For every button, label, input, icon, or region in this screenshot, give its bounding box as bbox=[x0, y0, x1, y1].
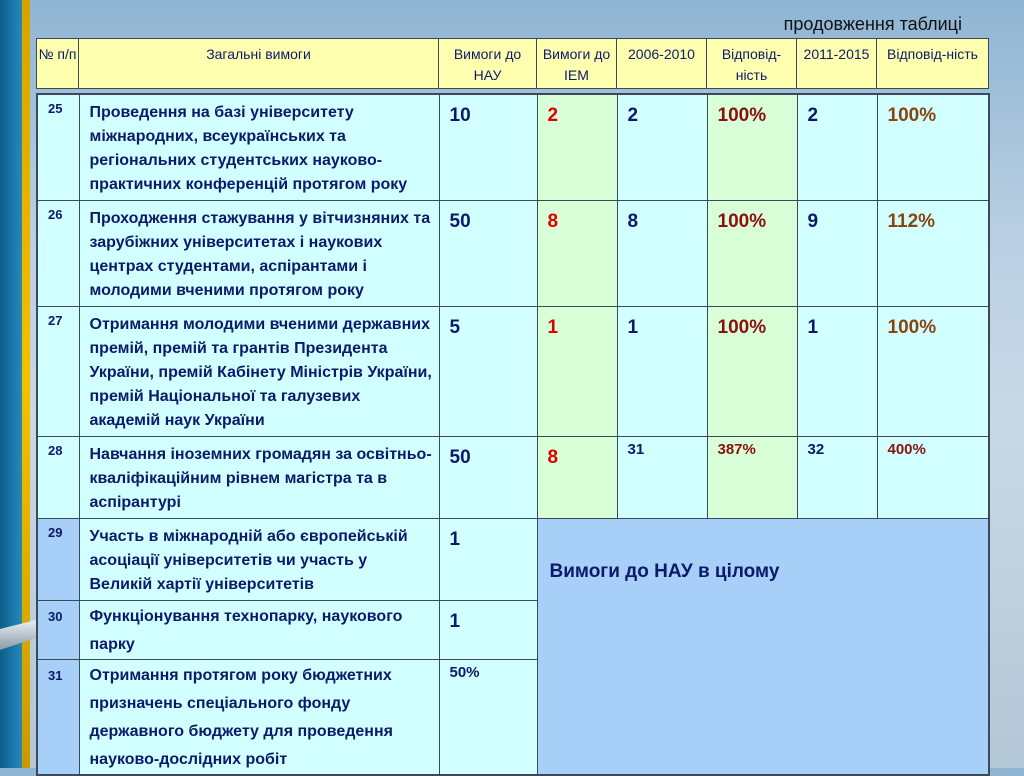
table-row bbox=[37, 200, 989, 306]
row-period2-value: 9 bbox=[797, 200, 877, 306]
header-number: № п/п bbox=[37, 39, 79, 89]
row-compliance1-value: 387% bbox=[707, 436, 797, 518]
row-number: 31 bbox=[37, 659, 79, 775]
row-number: 28 bbox=[37, 436, 79, 518]
header-period-2006-2010: 2006-2010 bbox=[617, 39, 707, 89]
row-requirement: Участь в міжнародній або європейській асоціації університетів чи участь у Великій хартії університетів bbox=[79, 518, 439, 600]
row-nau-value: 50% bbox=[439, 659, 537, 775]
background-yellow-stripe bbox=[22, 0, 30, 768]
row-nau-value: 50 bbox=[439, 436, 537, 518]
row-requirement: Функціонування технопарку, наукового парку bbox=[79, 600, 439, 659]
row-number: 26 bbox=[37, 200, 79, 306]
header-compliance-2: Відповід-ність bbox=[877, 39, 989, 89]
row-number: 29 bbox=[37, 518, 79, 600]
row-compliance1-value: 100% bbox=[707, 200, 797, 306]
row-nau-value: 1 bbox=[439, 600, 537, 659]
row-compliance2-value: 100% bbox=[877, 94, 989, 200]
header-iem-requirements: Вимоги до ІЕМ bbox=[537, 39, 617, 89]
header-period-2011-2015: 2011-2015 bbox=[797, 39, 877, 89]
row-requirement: Проведення на базі університету міжнародних, всеукраїнських та регіональних студентських науково-практичних конференцій протягом року bbox=[79, 94, 439, 200]
row-number: 25 bbox=[37, 94, 79, 200]
row-nau-value: 5 bbox=[439, 306, 537, 436]
table-header bbox=[36, 38, 989, 89]
table-row bbox=[37, 436, 989, 518]
row-number: 27 bbox=[37, 306, 79, 436]
row-period2-value: 32 bbox=[797, 436, 877, 518]
row-compliance2-value: 100% bbox=[877, 306, 989, 436]
row-requirement: Проходження стажування у вітчизняних та зарубіжних університетах і наукових центрах студентами, аспірантами і молодими вченими протягом року bbox=[79, 200, 439, 306]
row-iem-value: 1 bbox=[537, 306, 617, 436]
header-compliance-1: Відповід-ність bbox=[707, 39, 797, 89]
header-general-requirements: Загальні вимоги bbox=[79, 39, 439, 89]
row-requirement: Навчання іноземних громадян за освітньо-кваліфікаційним рівнем магістра та в аспірантурі bbox=[79, 436, 439, 518]
row-requirement: Отримання молодими вченими державних премій, премій та грантів Президента України, премій Кабінету Міністрів України, премій Національної та галузевих академій наук України bbox=[79, 306, 439, 436]
row-period2-value: 2 bbox=[797, 94, 877, 200]
row-compliance2-value: 400% bbox=[877, 436, 989, 518]
row-compliance1-value: 100% bbox=[707, 306, 797, 436]
row-period1-value: 31 bbox=[617, 436, 707, 518]
table-continuation-caption: продовження таблиці bbox=[783, 14, 962, 34]
table-row bbox=[37, 518, 989, 600]
row-period2-value: 1 bbox=[797, 306, 877, 436]
table-row bbox=[37, 94, 989, 200]
row-period1-value: 8 bbox=[617, 200, 707, 306]
header-nau-requirements: Вимоги до НАУ bbox=[439, 39, 537, 89]
row-nau-value: 1 bbox=[439, 518, 537, 600]
row-requirement: Отримання протягом року бюджетних призначень спеціального фонду державного бюджету для проведення науково-дослідних робіт bbox=[79, 659, 439, 775]
row-iem-value: 2 bbox=[537, 94, 617, 200]
row-compliance2-value: 112% bbox=[877, 200, 989, 306]
row-number: 30 bbox=[37, 600, 79, 659]
row-period1-value: 1 bbox=[617, 306, 707, 436]
merged-note: Вимоги до НАУ в цілому bbox=[537, 518, 989, 775]
row-nau-value: 10 bbox=[439, 94, 537, 200]
row-nau-value: 50 bbox=[439, 200, 537, 306]
requirements-table bbox=[36, 93, 990, 776]
row-compliance1-value: 100% bbox=[707, 94, 797, 200]
row-iem-value: 8 bbox=[537, 200, 617, 306]
row-period1-value: 2 bbox=[617, 94, 707, 200]
row-iem-value: 8 bbox=[537, 436, 617, 518]
table-row bbox=[37, 306, 989, 436]
